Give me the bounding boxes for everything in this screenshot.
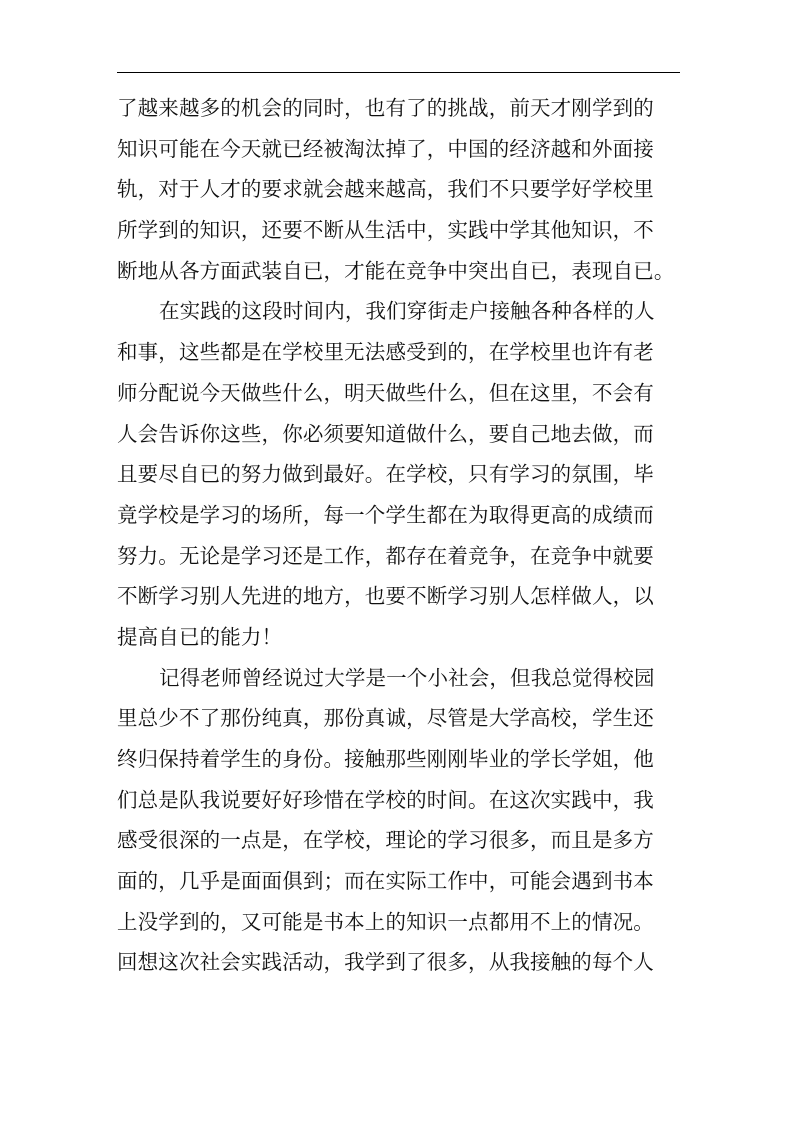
paragraph-start-line-15: 记得老师曾经说过大学是一个小社会，但我总觉得校园 — [159, 665, 655, 690]
text-line-12: 努力。无论是学习还是工作，都存在着竞争，在竞争中就要 — [117, 543, 654, 568]
text-line-17: 终归保持着学生的身份。接触那些刚刚毕业的学长学姐，他 — [117, 747, 654, 771]
paragraph-start-line-6: 在实践的这段时间内，我们穿街走户接触各种各样的人 — [159, 299, 655, 324]
text-line-4: 所学到的知识，还要不断从生活中，实践中学其他知识，不 — [117, 218, 654, 243]
text-line-22: 回想这次社会实践活动，我学到了很多，从我接触的每个人 — [117, 950, 654, 975]
text-line-16: 里总少不了那份纯真，那份真诚，尽管是大学高校，学生还 — [117, 706, 654, 731]
text-line-2: 知识可能在今天就已经被淘汰掉了，中国的经济越和外面接 — [117, 136, 654, 161]
text-line-5: 断地从各方面武装自已，才能在竞争中突出自已，表现自已。 — [117, 258, 675, 283]
header-rule — [117, 72, 680, 73]
text-line-19: 感受很深的一点是，在学校，理论的学习很多，而且是多方 — [117, 828, 654, 853]
text-line-18: 们总是队我说要好好珍惜在学校的时间。在这次实践中，我 — [117, 787, 654, 812]
text-line-3: 轨，对于人才的要求就会越来越高，我们不只要学好学校里 — [117, 177, 654, 202]
text-line-21: 上没学到的，又可能是书本上的知识一点都用不上的情况。 — [117, 909, 654, 934]
text-line-1: 了越来越多的机会的同时，也有了的挑战，前天才刚学到的 — [117, 96, 654, 120]
document-body — [117, 88, 687, 983]
text-line-8: 师分配说今天做些什么，明天做些什么，但在这里，不会有 — [117, 380, 654, 405]
text-line-10: 且要尽自已的努力做到最好。在学校，只有学习的氛围，毕 — [117, 462, 654, 487]
text-line-7: 和事，这些都是在学校里无法感受到的，在学校里也许有老 — [117, 340, 654, 365]
text-line-14: 提高自已的能力！ — [117, 624, 283, 649]
text-line-11: 竟学校是学习的场所，每一个学生都在为取得更高的成绩而 — [117, 502, 654, 527]
text-line-9: 人会告诉你这些，你必须要知道做什么，要自己地去做，而 — [117, 421, 654, 446]
text-line-13: 不断学习别人先进的地方，也要不断学习别人怎样做人，以 — [117, 584, 654, 609]
text-line-20: 面的，几乎是面面俱到；而在实际工作中，可能会遇到书本 — [117, 869, 654, 894]
